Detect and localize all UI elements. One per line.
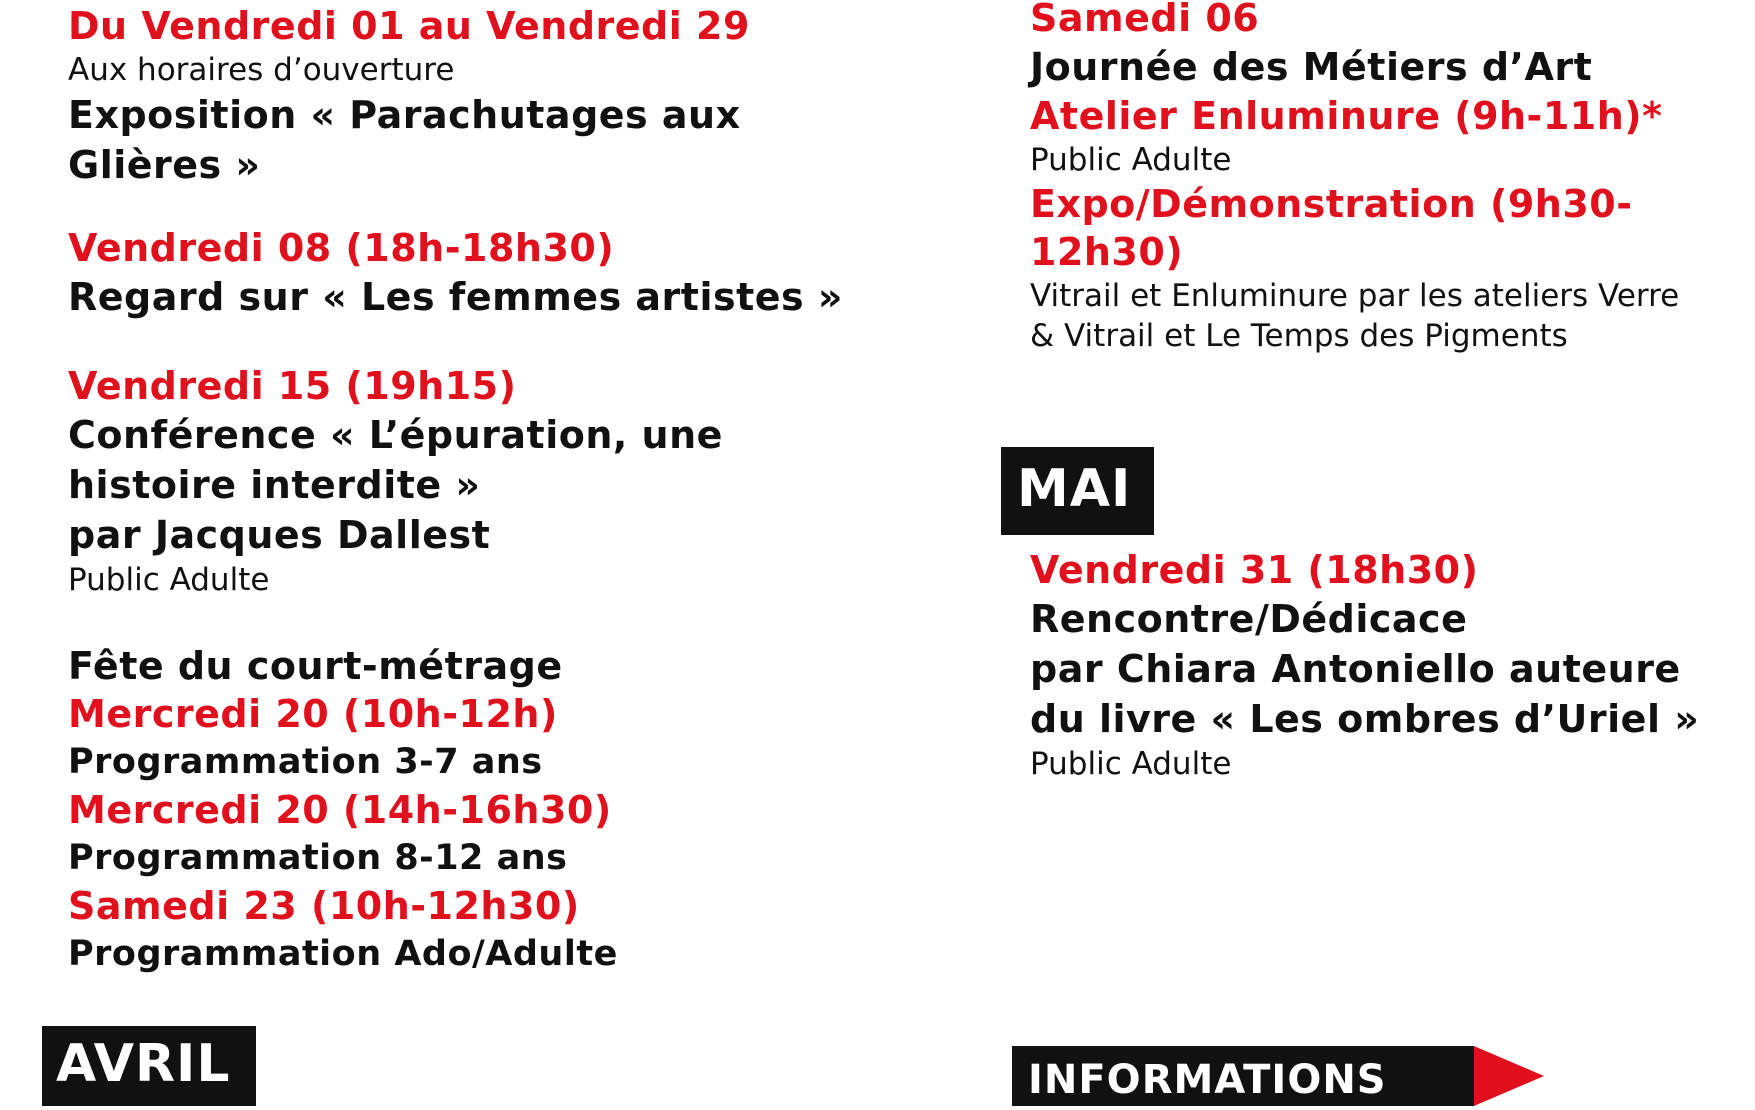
informations-label: INFORMATIONS xyxy=(1028,1057,1387,1103)
event-date: Vendredi 08 (18h-18h30) xyxy=(68,226,615,270)
event-regard xyxy=(68,224,843,322)
slot-date: Mercredi 20 (14h-16h30) xyxy=(68,788,612,832)
event-title: Fête du court-métrage xyxy=(68,644,563,688)
month-badge-mai xyxy=(1001,447,1154,535)
event-title-line: Glières » xyxy=(68,143,261,187)
month-label: AVRIL xyxy=(56,1034,231,1094)
month-badge-avril xyxy=(42,1026,256,1106)
event-note: Aux horaires d’ouverture xyxy=(68,52,455,88)
event-rencontre xyxy=(1030,546,1699,784)
event-date: Vendredi 31 (18h30) xyxy=(1030,548,1479,592)
event-metiers-art xyxy=(1030,0,1679,356)
event-title: Journée des Métiers d’Art xyxy=(1030,45,1593,89)
event-exposition xyxy=(68,2,750,190)
slot-date: Mercredi 20 (10h-12h) xyxy=(68,692,558,736)
event-fete-court-metrage xyxy=(68,642,618,978)
expo-description-line: & Vitrail et Le Temps des Pigments xyxy=(1030,318,1568,354)
slot-program: Programmation 8-12 ans xyxy=(68,838,568,878)
red-flag-shape xyxy=(1474,1046,1544,1106)
informations-badge xyxy=(1012,1046,1474,1106)
event-title-line: par Chiara Antoniello auteure xyxy=(1030,647,1681,691)
event-date: Samedi 06 xyxy=(1030,0,1260,40)
event-date: Du Vendredi 01 au Vendredi 29 xyxy=(68,4,750,48)
expo-title-line: 12h30) xyxy=(1030,230,1184,274)
slot-date: Samedi 23 (10h-12h30) xyxy=(68,884,580,928)
event-audience: Public Adulte xyxy=(68,562,270,598)
event-conference xyxy=(68,362,723,600)
expo-title-line: Expo/Démonstration (9h30- xyxy=(1030,182,1633,226)
atelier-audience: Public Adulte xyxy=(1030,142,1232,178)
event-title-line: Conférence « L’épuration, une xyxy=(68,413,723,457)
event-title-line: par Jacques Dallest xyxy=(68,513,491,557)
event-audience: Public Adulte xyxy=(1030,746,1232,782)
event-title-line: Rencontre/Dédicace xyxy=(1030,597,1468,641)
slot-program: Programmation 3-7 ans xyxy=(68,742,543,782)
event-title-line: Exposition « Parachutages aux xyxy=(68,93,741,137)
expo-description-line: Vitrail et Enluminure par les ateliers Verre xyxy=(1030,278,1680,314)
event-title-line: histoire interdite » xyxy=(68,463,481,507)
event-title-line: du livre « Les ombres d’Uriel » xyxy=(1030,697,1700,741)
event-title: Regard sur « Les femmes artistes » xyxy=(68,275,843,319)
month-label: MAI xyxy=(1017,459,1132,519)
event-date: Vendredi 15 (19h15) xyxy=(68,364,517,408)
atelier-title: Atelier Enluminure (9h-11h)* xyxy=(1030,94,1663,138)
slot-program: Programmation Ado/Adulte xyxy=(68,934,618,974)
